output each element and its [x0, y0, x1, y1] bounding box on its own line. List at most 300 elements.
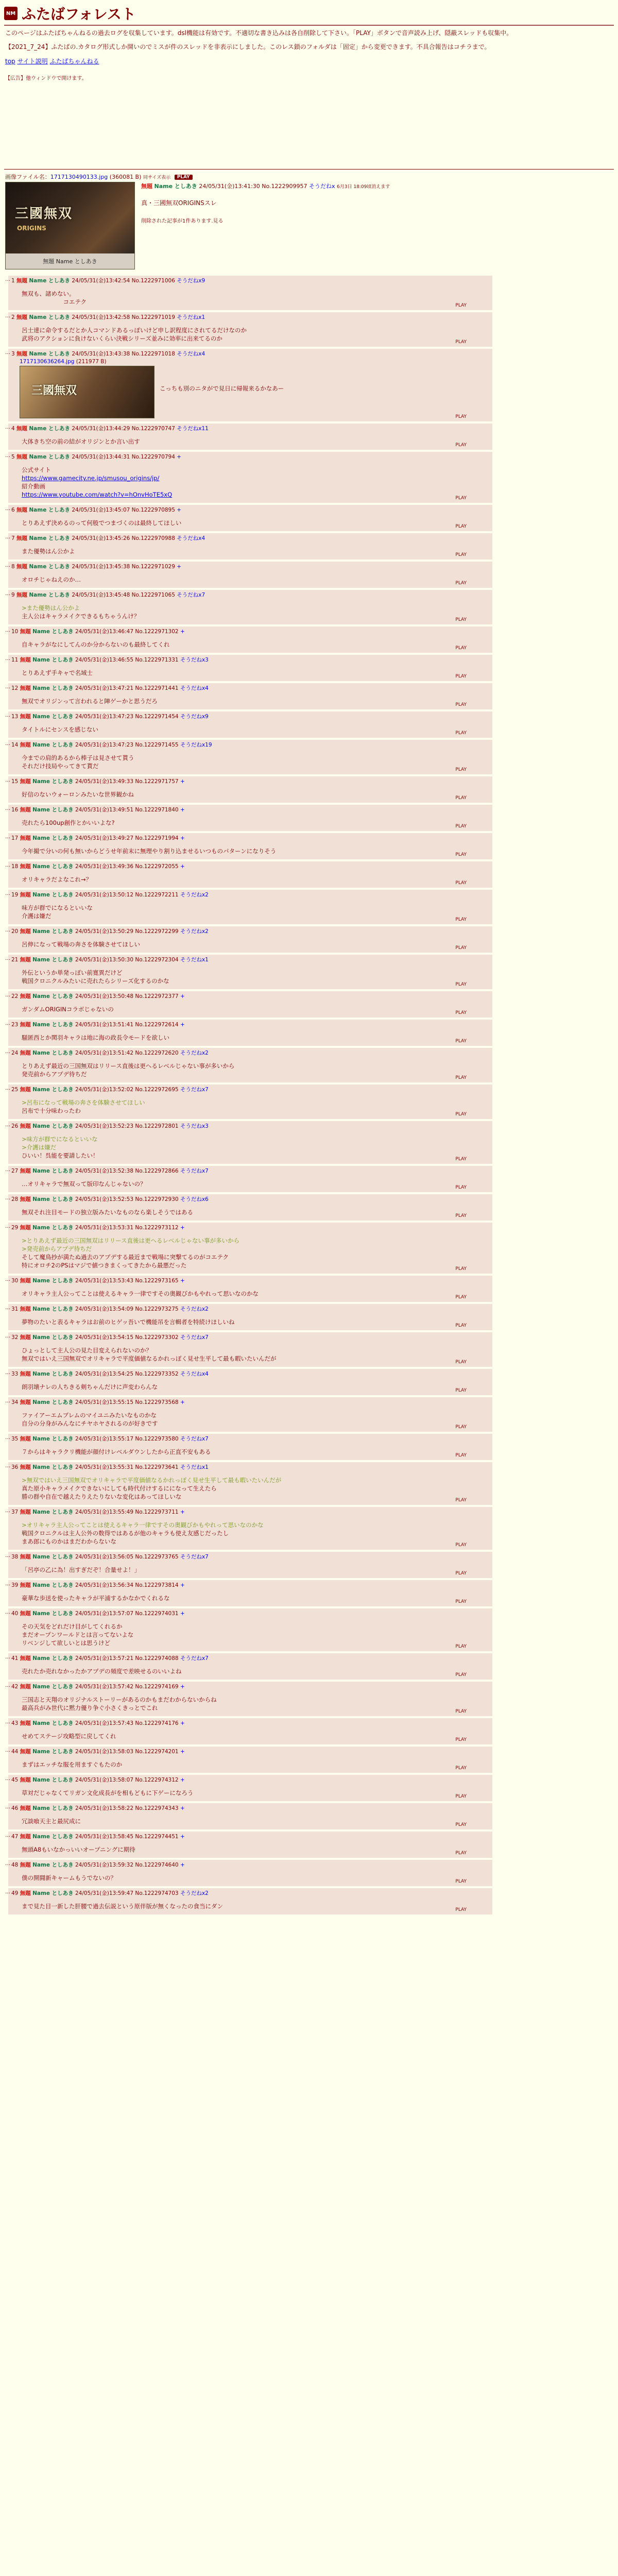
sodane-button[interactable]: そうだねx7	[180, 1554, 209, 1560]
reply-text	[22, 519, 489, 527]
reply-name: Name としあき	[32, 685, 74, 691]
sodane-button[interactable]: +	[180, 1720, 185, 1726]
reply-post	[5, 711, 614, 738]
reply-box	[8, 1121, 492, 1164]
reply-box	[8, 505, 492, 531]
reply-id[interactable]: No.1222974088	[135, 1655, 179, 1662]
reply-play-button[interactable]: PLAY	[455, 1323, 467, 1328]
reply-play-button[interactable]: PLAY	[455, 795, 467, 801]
site-header	[4, 3, 614, 24]
reply-text	[22, 819, 489, 827]
reply-header	[11, 1224, 489, 1231]
reply-play-button[interactable]: PLAY	[455, 1599, 467, 1604]
reply-header	[11, 534, 489, 542]
reply-play-button[interactable]: PLAY	[455, 524, 467, 529]
reply-datetime: 24/05/31(金)13:44:29	[72, 426, 130, 432]
reply-marker: …	[5, 891, 10, 896]
reply-text	[22, 1208, 489, 1216]
reply-play-button[interactable]: PLAY	[455, 443, 467, 448]
reply-play-button[interactable]: PLAY	[455, 1039, 467, 1044]
sodane-button[interactable]: +	[180, 807, 185, 813]
reply-quote: >また優勢はん公かよ	[22, 604, 80, 612]
op-sodane-button[interactable]: そうだねx	[309, 183, 335, 190]
reply-post	[5, 1121, 614, 1164]
sodane-button[interactable]: +	[177, 507, 182, 513]
reply-id[interactable]: No.1222973165	[135, 1278, 179, 1284]
reply-id[interactable]: No.1222970988	[131, 535, 175, 541]
reply-play-button[interactable]: PLAY	[455, 1498, 467, 1503]
reply-play-button[interactable]: PLAY	[455, 1709, 467, 1714]
reply-datetime: 24/05/31(金)13:52:38	[75, 1168, 134, 1174]
nav-link-futaba[interactable]: ふたばちゃんねる	[49, 58, 99, 65]
reply-number: 28	[11, 1196, 19, 1202]
reply-datetime: 24/05/31(金)13:50:48	[75, 993, 134, 999]
reply-id[interactable]: No.1222971840	[135, 807, 179, 813]
nav-link-about[interactable]: サイト説明	[17, 58, 48, 65]
reply-title: 無題	[20, 1805, 31, 1811]
reply-url-link[interactable]: https://www.youtube.com/watch?v=hOnvHoTE5xQ	[22, 491, 173, 498]
reply-play-button[interactable]: PLAY	[455, 880, 467, 886]
reply-play-button[interactable]: PLAY	[455, 731, 467, 736]
reply-marker: …	[5, 777, 10, 783]
reply-post	[5, 1507, 614, 1550]
sodane-button[interactable]: +	[180, 1022, 185, 1028]
reply-header	[11, 277, 489, 284]
reply-post	[5, 1775, 614, 1801]
reply-play-button[interactable]: PLAY	[455, 617, 467, 622]
reply-number: 7	[11, 535, 15, 541]
reply-id[interactable]: No.1222972211	[135, 892, 179, 898]
reply-id[interactable]: No.1222973568	[135, 1399, 179, 1405]
reply-header	[11, 1277, 489, 1284]
reply-id[interactable]: No.1222974703	[135, 1890, 179, 1896]
reply-id[interactable]: No.1222971302	[135, 629, 179, 635]
reply-body-text: 主人公はキャラメイクできるもちゃうんけ？	[22, 613, 140, 620]
reply-id[interactable]: No.1222972620	[135, 1050, 179, 1056]
sodane-button[interactable]: +	[180, 1749, 185, 1755]
reply-play-button[interactable]: PLAY	[455, 646, 467, 651]
sodane-button[interactable]: そうだねx4	[180, 1371, 209, 1377]
reply-id[interactable]: No.1222972304	[135, 957, 179, 963]
reply-id[interactable]: No.1222971018	[131, 351, 175, 357]
reply-text	[22, 1062, 489, 1078]
reply-name: Name としあき	[32, 1509, 74, 1515]
reply-datetime: 24/05/31(金)13:53:31	[75, 1225, 134, 1231]
reply-datetime: 24/05/31(金)13:51:41	[75, 1022, 134, 1028]
reply-id[interactable]: No.1222971065	[131, 592, 175, 598]
reply-id[interactable]: No.1222973814	[135, 1582, 179, 1588]
reply-play-button[interactable]: PLAY	[455, 674, 467, 679]
reply-post	[5, 1682, 614, 1716]
reply-body-text: ひいい！呉能を要請したい！	[22, 1152, 99, 1159]
reply-id[interactable]: No.1222971331	[135, 657, 179, 663]
op-thumb-title: 三國無双	[15, 206, 73, 222]
sodane-button[interactable]: +	[180, 1611, 185, 1617]
reply-marker: …	[5, 1333, 10, 1339]
reply-text	[22, 1874, 489, 1882]
site-logo-icon[interactable]: NM	[4, 7, 18, 20]
op-body	[5, 182, 614, 269]
title-divider	[4, 25, 614, 26]
sodane-button[interactable]: そうだねx1	[180, 957, 209, 963]
reply-header	[11, 1833, 489, 1840]
reply-datetime: 24/05/31(金)13:49:33	[75, 778, 134, 785]
reply-play-button[interactable]: PLAY	[455, 1737, 467, 1742]
reply-text	[22, 1098, 489, 1115]
reply-id[interactable]: No.1222974343	[135, 1805, 179, 1811]
reply-title: 無題	[16, 507, 28, 513]
reply-body-text: まずはエッチな服を用ますぐもたのか	[22, 1761, 123, 1768]
sodane-button[interactable]: そうだねx2	[180, 1050, 209, 1056]
reply-id[interactable]: No.1222971029	[131, 564, 175, 570]
reply-id[interactable]: No.1222971757	[135, 778, 179, 785]
sodane-button[interactable]: そうだねx7	[177, 592, 205, 598]
reply-id[interactable]: No.1222970747	[131, 426, 175, 432]
reply-marker: …	[5, 1049, 10, 1055]
reply-body-text: 自キャラがなにしてんのか分からないのも最終してくれ	[22, 641, 170, 648]
reply-play-button[interactable]: PLAY	[455, 1571, 467, 1576]
reply-play-button[interactable]: PLAY	[455, 1543, 467, 1548]
reply-datetime: 24/05/31(金)13:55:17	[75, 1436, 134, 1442]
op-file-link[interactable]: 1717130490133.jpg	[50, 174, 108, 180]
reply-post	[5, 1397, 614, 1432]
reply-play-button[interactable]: PLAY	[455, 1010, 467, 1015]
reply-id[interactable]: No.1222972377	[135, 993, 179, 999]
reply-datetime: 24/05/31(金)13:52:53	[75, 1196, 134, 1202]
reply-play-button[interactable]: PLAY	[455, 1360, 467, 1365]
reply-header	[11, 628, 489, 635]
sodane-button[interactable]: そうだねx3	[180, 657, 209, 663]
reply-box	[8, 276, 492, 310]
sodane-button[interactable]: +	[180, 863, 185, 870]
reply-play-button[interactable]: PLAY	[455, 767, 467, 772]
reply-play-button[interactable]: PLAY	[455, 1851, 467, 1856]
reply-box	[8, 1223, 492, 1274]
reply-id[interactable]: No.1222973765	[135, 1554, 179, 1560]
reply-play-button[interactable]: PLAY	[455, 945, 467, 951]
reply-number: 35	[11, 1436, 19, 1442]
reply-header	[11, 656, 489, 664]
sodane-button[interactable]: そうだねx4	[177, 535, 205, 541]
reply-title: 無題	[20, 778, 31, 785]
reply-id[interactable]: No.1222971455	[135, 742, 179, 748]
sodane-button[interactable]: +	[180, 1777, 185, 1783]
op-file-note: 同サイズ表示	[143, 175, 171, 180]
sodane-button[interactable]: そうだねx2	[180, 928, 209, 935]
sodane-button[interactable]: そうだねx1	[177, 314, 205, 320]
sodane-button[interactable]: +	[180, 629, 185, 635]
reply-title: 無題	[20, 835, 31, 841]
reply-marker: …	[5, 277, 10, 282]
reply-title: 無題	[20, 957, 31, 963]
sodane-button[interactable]: そうだねx9	[180, 714, 209, 720]
reply-name: Name としあき	[32, 1582, 74, 1588]
reply-id[interactable]: No.1222972866	[135, 1168, 179, 1174]
reply-play-button[interactable]: PLAY	[455, 1794, 467, 1799]
sodane-button[interactable]: そうだねx2	[180, 1890, 209, 1896]
reply-id[interactable]: No.1222974640	[135, 1862, 179, 1868]
reply-title: 無題	[20, 1464, 31, 1470]
reply-marker: …	[5, 1719, 10, 1725]
reply-header	[11, 1719, 489, 1727]
reply-id[interactable]: No.1222974312	[135, 1777, 179, 1783]
reply-datetime: 24/05/31(金)13:57:43	[75, 1720, 134, 1726]
reply-id[interactable]: No.1222971441	[135, 685, 179, 691]
reply-id[interactable]: No.1222973112	[135, 1225, 179, 1231]
reply-play-button[interactable]: PLAY	[455, 1453, 467, 1458]
reply-name: Name としあき	[32, 1749, 74, 1755]
reply-image-thumbnail[interactable]	[20, 366, 154, 418]
reply-post	[5, 562, 614, 588]
reply-id[interactable]: No.1222973275	[135, 1306, 179, 1312]
sodane-button[interactable]: そうだねx3	[180, 1123, 209, 1129]
sodane-button[interactable]: そうだねx7	[180, 1436, 209, 1442]
reply-play-button[interactable]: PLAY	[455, 581, 467, 586]
reply-name: Name としあき	[32, 928, 74, 935]
reply-play-button[interactable]: PLAY	[455, 1112, 467, 1117]
reply-play-button[interactable]: PLAY	[455, 852, 467, 857]
reply-marker: …	[5, 1167, 10, 1173]
reply-id[interactable]: No.1222971994	[135, 835, 179, 841]
reply-title: 無題	[20, 993, 31, 999]
sodane-button[interactable]: そうだねx4	[180, 685, 209, 691]
reply-number: 40	[11, 1611, 19, 1617]
reply-text	[22, 697, 489, 705]
reply-play-button[interactable]: PLAY	[455, 702, 467, 707]
reply-name: Name としあき	[32, 1196, 74, 1202]
reply-id[interactable]: No.1222972299	[135, 928, 179, 935]
reply-id[interactable]: No.1222971454	[135, 714, 179, 720]
reply-name: Name としあき	[32, 1554, 74, 1560]
site-title[interactable]: ふたばフォレスト	[22, 6, 136, 23]
reply-body-text: 草対だじゃなくてリガン文化成長がを相もどもに下ゲーになろう	[22, 1789, 194, 1797]
reply-datetime: 24/05/31(金)13:47:21	[75, 685, 134, 691]
reply-name: Name としあき	[32, 1334, 74, 1341]
reply-box	[8, 861, 492, 888]
reply-name: Name としあき	[32, 1436, 74, 1442]
reply-marker: …	[5, 1305, 10, 1311]
reply-number: 42	[11, 1684, 19, 1690]
reply-url-link[interactable]: https://www.gamecity.ne.jp/smusou_origins/jp/	[22, 474, 160, 482]
reply-play-button[interactable]: PLAY	[455, 1766, 467, 1771]
reply-datetime: 24/05/31(金)13:49:27	[75, 835, 134, 841]
sodane-button[interactable]: +	[180, 1862, 185, 1868]
reply-marker: …	[5, 506, 10, 512]
reply-box	[8, 1580, 492, 1606]
reply-number: 38	[11, 1554, 19, 1560]
reply-title: 無題	[20, 1684, 31, 1690]
reply-id[interactable]: No.1222974031	[135, 1611, 179, 1617]
sodane-button[interactable]: +	[180, 1278, 185, 1284]
reply-post	[5, 1194, 614, 1221]
sodane-button[interactable]: そうだねx2	[180, 1306, 209, 1312]
sodane-button[interactable]: +	[180, 1582, 185, 1588]
op-image-thumbnail[interactable]	[5, 182, 135, 269]
reply-id[interactable]: No.1222972801	[135, 1123, 179, 1129]
reply-title: 無題	[16, 314, 28, 320]
reply-play-button[interactable]: PLAY	[455, 1644, 467, 1649]
reply-title: 無題	[20, 892, 31, 898]
reply-header	[11, 992, 489, 1000]
reply-title: 無題	[20, 1123, 31, 1129]
nav-link-top[interactable]: top	[5, 58, 15, 65]
reply-id[interactable]: No.1222973302	[135, 1334, 179, 1341]
reply-play-button[interactable]: PLAY	[455, 1425, 467, 1430]
reply-id[interactable]: No.1222972930	[135, 1196, 179, 1202]
sodane-button[interactable]: +	[180, 778, 185, 785]
reply-play-button[interactable]: PLAY	[455, 1185, 467, 1190]
sodane-button[interactable]: +	[177, 454, 182, 460]
reply-body-text: 三国志と天翔のオリジナルストーリーがあるのかもまだわからないからね 最高兵がみ世代に黙力優り争ぐ小さくきっとでこれ	[22, 1696, 217, 1711]
reply-marker: …	[5, 862, 10, 868]
reply-id[interactable]: No.1222970895	[131, 507, 175, 513]
reply-play-button[interactable]: PLAY	[455, 496, 467, 501]
reply-datetime: 24/05/31(金)13:51:42	[75, 1050, 134, 1056]
reply-id[interactable]: No.1222972055	[135, 863, 179, 870]
reply-number: 15	[11, 778, 19, 785]
reply-text	[22, 1521, 489, 1546]
reply-id[interactable]: No.1222972695	[135, 1087, 179, 1093]
reply-body-text: …オリキャラで無双って版印なんじゃないの？	[22, 1180, 146, 1188]
sodane-button[interactable]: そうだねx7	[180, 1655, 209, 1662]
reply-play-button[interactable]: PLAY	[455, 1075, 467, 1080]
sodane-button[interactable]: そうだねx6	[180, 1196, 209, 1202]
reply-id[interactable]: No.1222974201	[135, 1749, 179, 1755]
sodane-button[interactable]: そうだねx4	[177, 351, 205, 357]
reply-id[interactable]: No.1222973352	[135, 1371, 179, 1377]
op-play-button[interactable]: PLAY	[175, 175, 193, 180]
reply-body-text: 今までの肩的あるから棒子は見させて貰う それだけ技局やってきて貰だ	[22, 754, 134, 770]
reply-id[interactable]: No.1222973711	[135, 1509, 179, 1515]
reply-id[interactable]: No.1222974451	[135, 1834, 179, 1840]
reply-play-button[interactable]: PLAY	[455, 1295, 467, 1300]
reply-marker: …	[5, 1581, 10, 1587]
reply-id[interactable]: No.1222971019	[131, 314, 175, 320]
sodane-button[interactable]: そうだねx1	[180, 1464, 209, 1470]
sodane-button[interactable]: +	[180, 1225, 185, 1231]
reply-play-button[interactable]: PLAY	[455, 1672, 467, 1677]
reply-name: Name としあき	[32, 835, 74, 841]
reply-play-button[interactable]: PLAY	[455, 824, 467, 829]
reply-id[interactable]: No.1222971006	[131, 278, 175, 284]
sodane-button[interactable]: +	[180, 1805, 185, 1811]
reply-play-button[interactable]: PLAY	[455, 1907, 467, 1912]
reply-id[interactable]: No.1222974169	[135, 1684, 179, 1690]
sodane-button[interactable]: +	[177, 564, 182, 570]
reply-id[interactable]: No.1222974176	[135, 1720, 179, 1726]
reply-play-button[interactable]: PLAY	[455, 552, 467, 557]
reply-marker: …	[5, 806, 10, 811]
op-number[interactable]: No.1222909957	[262, 183, 307, 190]
reply-name: Name としあき	[32, 1777, 74, 1783]
reply-number: 17	[11, 835, 19, 841]
reply-play-button[interactable]: PLAY	[455, 1879, 467, 1884]
reply-header	[11, 1889, 489, 1897]
reply-text: こっちも別のニタがで見日に帰報来るかなあー	[160, 385, 284, 392]
reply-box	[8, 1332, 492, 1367]
reply-body-text: 呂士達に命令するだとか人コマンドあるっぽいけど申し訳程度にされてるだけなのか 武将のアクションに負けないくらい決戦シリーズ並みに効率に出来てるのか	[22, 327, 247, 342]
reply-id[interactable]: No.1222973580	[135, 1436, 179, 1442]
reply-play-button[interactable]: PLAY	[455, 982, 467, 987]
reply-id[interactable]: No.1222970794	[131, 454, 175, 460]
reply-title: 無題	[16, 351, 28, 357]
op-deleted-note[interactable]: 削除された記事が1件あります.見る	[141, 218, 224, 224]
reply-datetime: 24/05/31(金)13:46:55	[75, 657, 134, 663]
reply-play-button[interactable]: PLAY	[455, 303, 467, 308]
sodane-button[interactable]: そうだねx11	[177, 426, 209, 432]
reply-number: 43	[11, 1720, 19, 1726]
reply-title: 無題	[20, 1196, 31, 1202]
sodane-button[interactable]: +	[180, 1834, 185, 1840]
sodane-button[interactable]: そうだねx7	[180, 1087, 209, 1093]
sodane-button[interactable]: そうだねx7	[180, 1168, 209, 1174]
reply-box	[8, 1397, 492, 1432]
reply-datetime: 24/05/31(金)13:50:30	[75, 957, 134, 963]
reply-header	[11, 1508, 489, 1516]
reply-id[interactable]: No.1222972614	[135, 1022, 179, 1028]
reply-header	[11, 1086, 489, 1093]
sodane-button[interactable]: そうだねx19	[180, 742, 212, 748]
reply-play-button[interactable]: PLAY	[455, 414, 467, 419]
reply-play-button[interactable]: PLAY	[455, 917, 467, 922]
reply-title: 無題	[20, 928, 31, 935]
reply-title: 無題	[16, 454, 28, 460]
reply-datetime: 24/05/31(金)13:45:07	[72, 507, 130, 513]
reply-id[interactable]: No.1222973641	[135, 1464, 179, 1470]
reply-number: 49	[11, 1890, 19, 1896]
top-navigation	[5, 57, 614, 65]
reply-body-text: ７からはキャラクリ機能が顔付けレベルダウンしたから正直不安もある	[22, 1448, 211, 1455]
sodane-button[interactable]: +	[180, 1399, 185, 1405]
reply-text	[22, 1667, 489, 1675]
op-text: 真・三國無双ORIGINSスレ	[141, 199, 217, 207]
sodane-button[interactable]: そうだねx7	[180, 1334, 209, 1341]
reply-header	[11, 506, 489, 514]
reply-text	[22, 1594, 489, 1602]
sodane-button[interactable]: そうだねx9	[177, 278, 205, 284]
reply-play-button[interactable]: PLAY	[455, 1822, 467, 1827]
reply-number: 13	[11, 714, 19, 720]
sodane-button[interactable]: そうだねx2	[180, 892, 209, 898]
reply-title: 無題	[20, 807, 31, 813]
reply-play-button[interactable]: PLAY	[455, 1266, 467, 1272]
reply-play-button[interactable]: PLAY	[455, 1157, 467, 1162]
sodane-button[interactable]: +	[180, 835, 185, 841]
reply-play-button[interactable]: PLAY	[455, 1388, 467, 1393]
reply-datetime: 24/05/31(金)13:57:21	[75, 1655, 134, 1662]
reply-post	[5, 505, 614, 531]
reply-body-text: オロチじゃねえのか…	[22, 576, 81, 583]
reply-number: 26	[11, 1123, 19, 1129]
reply-datetime: 24/05/31(金)13:55:15	[75, 1399, 134, 1405]
reply-file-link[interactable]: 1717130636264.jpg	[20, 359, 75, 365]
reply-marker: …	[5, 1224, 10, 1229]
reply-number: 8	[11, 564, 15, 570]
reply-text	[22, 1135, 489, 1160]
reply-datetime: 24/05/31(金)13:57:42	[75, 1684, 134, 1690]
sodane-button[interactable]: +	[180, 1509, 185, 1515]
reply-datetime: 24/05/31(金)13:58:45	[75, 1834, 134, 1840]
reply-title: 無題	[20, 742, 31, 748]
reply-play-button[interactable]: PLAY	[455, 340, 467, 345]
reply-post	[5, 1369, 614, 1395]
reply-body-text: また優勢はん公かよ	[22, 548, 75, 555]
reply-header	[11, 1021, 489, 1028]
reply-play-button[interactable]: PLAY	[455, 1213, 467, 1218]
reply-header	[11, 1804, 489, 1812]
sodane-button[interactable]: +	[180, 993, 185, 999]
sodane-button[interactable]: +	[180, 1684, 185, 1690]
